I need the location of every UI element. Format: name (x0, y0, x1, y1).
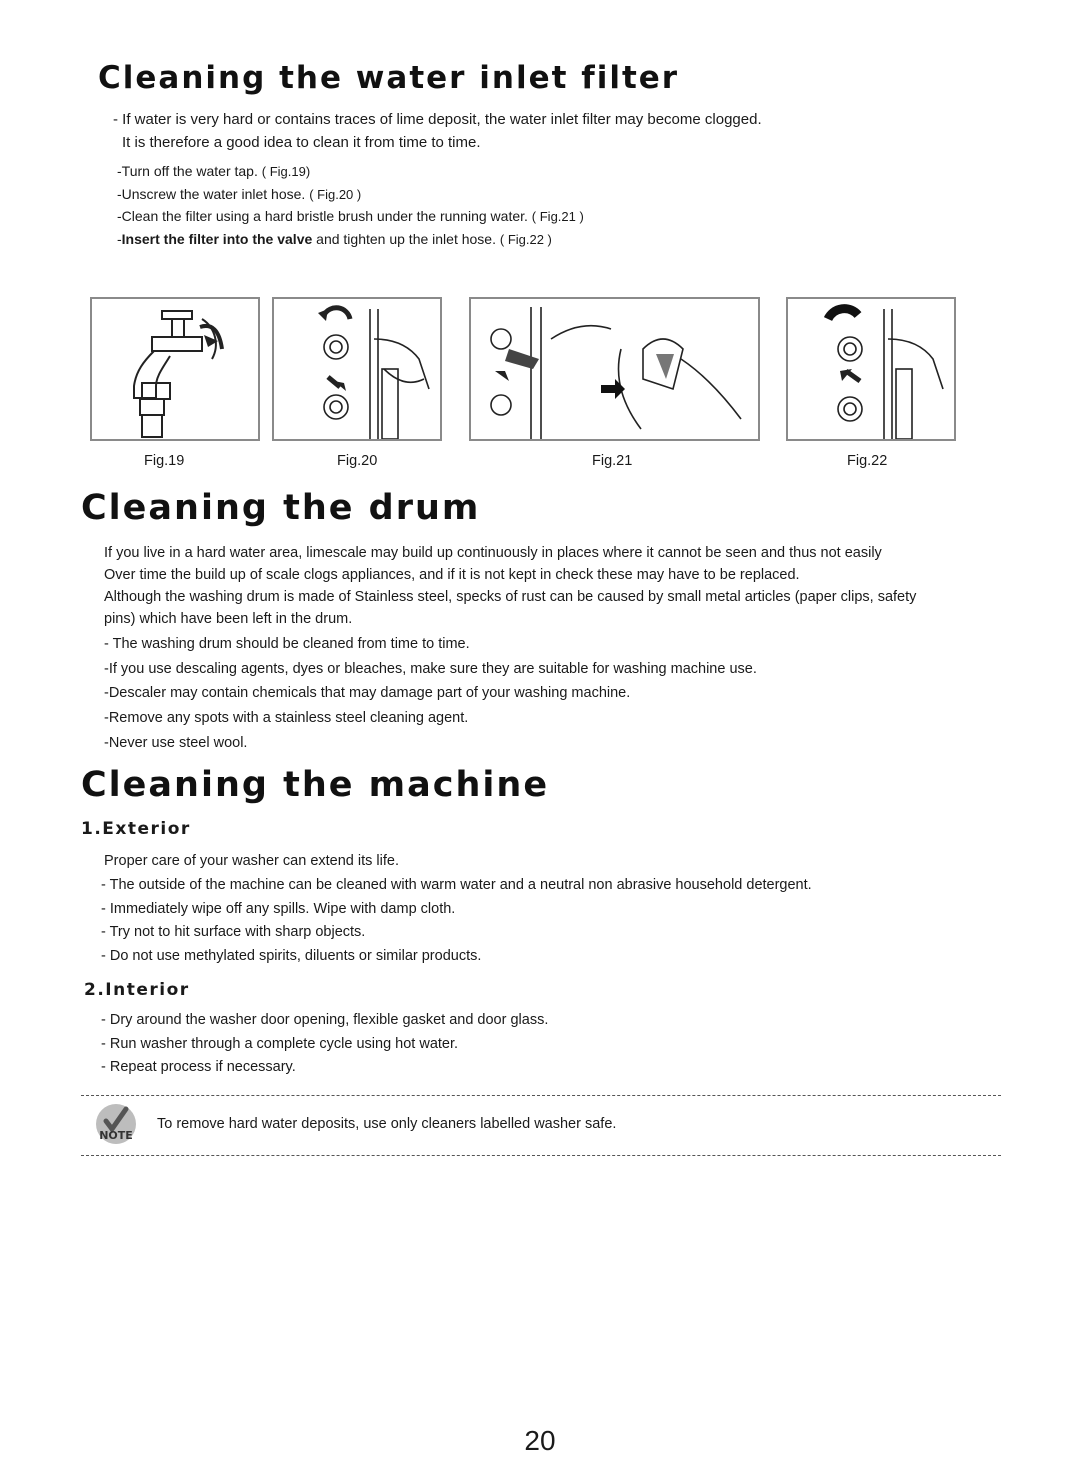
drum-bullet-2: -If you use descaling agents, dyes or bleaches, make sure they are suitable for washing machine use. (104, 661, 757, 677)
figure-21-caption: Fig.21 (592, 453, 633, 469)
exterior-line-2: - The outside of the machine can be cleaned with warm water and a neutral non abrasive household detergent. (101, 877, 812, 893)
page-number: 20 (524, 1425, 556, 1456)
step-4-ref: ( Fig.22 ) (499, 232, 552, 247)
interior-heading: 2.Interior (84, 980, 190, 1000)
note-icon-label: NOTE (99, 1129, 133, 1142)
intro-line-2: It is therefore a good idea to clean it from time to time. (122, 134, 481, 151)
step-1-text: -Turn off the water tap. (117, 163, 258, 179)
section-title-inlet-filter: Cleaning the water inlet filter (98, 60, 680, 96)
interior-line-2: - Run washer through a complete cycle using hot water. (101, 1036, 459, 1052)
step-4-prefix: - (117, 231, 122, 247)
step-1-ref: ( Fig.19) (261, 164, 311, 179)
interior-line-1: - Dry around the washer door opening, flexible gasket and door glass. (101, 1012, 549, 1028)
exterior-line-5: - Do not use methylated spirits, diluents or similar products. (101, 948, 482, 964)
step-3 (117, 208, 584, 224)
note-icon (95, 1103, 137, 1145)
intro-line-1: - If water is very hard or contains traces of lime deposit, the water inlet filter may become clogged. (113, 111, 762, 128)
figure-20-caption: Fig.20 (337, 453, 378, 469)
exterior-line-1: Proper care of your washer can extend its life. (104, 853, 399, 869)
step-2-text: -Unscrew the water inlet hose. (117, 186, 306, 202)
step-4-bold: Insert the filter into the valve (121, 231, 313, 247)
drum-paragraph-line-2: Over time the build up of scale clogs appliances, and if it is not kept in check these may have to be replaced. (104, 567, 800, 583)
drum-paragraph-line-4: pins) which have been left in the drum. (104, 611, 353, 627)
figure-19-caption: Fig.19 (144, 453, 185, 469)
drum-bullet-1: - The washing drum should be cleaned from time to time. (104, 636, 470, 652)
note-divider-bottom (81, 1155, 1001, 1156)
step-1 (117, 163, 310, 179)
step-2-ref: ( Fig.20 ) (309, 187, 362, 202)
drum-bullet-3: -Descaler may contain chemicals that may damage part of your washing machine. (104, 685, 631, 701)
insert-filter-illustration (788, 299, 954, 439)
figure-19-image (90, 297, 260, 441)
step-3-text: -Clean the filter using a hard bristle brush under the running water. (117, 208, 528, 224)
step-4 (117, 231, 552, 247)
figure-21-image (469, 297, 760, 441)
interior-line-3: - Repeat process if necessary. (101, 1059, 296, 1075)
step-4-text: and tighten up the inlet hose. (312, 231, 496, 247)
step-3-ref: ( Fig.21 ) (531, 209, 584, 224)
step-2 (117, 186, 361, 202)
section-title-machine: Cleaning the machine (81, 765, 550, 805)
drum-bullet-4: -Remove any spots with a stainless steel cleaning agent. (104, 710, 469, 726)
figure-20-image (272, 297, 442, 441)
drum-bullet-5: -Never use steel wool. (104, 735, 248, 751)
clean-filter-illustration (471, 299, 758, 439)
unscrew-hose-illustration (274, 299, 440, 439)
drum-paragraph-line-3: Although the washing drum is made of Stainless steel, specks of rust can be caused by small metal articles (paper clips, safety (104, 589, 917, 605)
section-title-drum: Cleaning the drum (81, 488, 481, 528)
figure-22-caption: Fig.22 (847, 453, 888, 469)
drum-paragraph-line-1: If you live in a hard water area, limescale may build up continuously in places where it cannot be seen and thus not easily (104, 545, 882, 561)
figure-22-image (786, 297, 956, 441)
exterior-heading: 1.Exterior (81, 819, 191, 839)
note-text: To remove hard water deposits, use only cleaners labelled washer safe. (157, 1116, 617, 1132)
exterior-line-4: - Try not to hit surface with sharp objects. (101, 924, 366, 940)
tap-illustration (92, 299, 258, 439)
note-divider-top (81, 1095, 1001, 1096)
exterior-line-3: - Immediately wipe off any spills. Wipe with damp cloth. (101, 901, 456, 917)
